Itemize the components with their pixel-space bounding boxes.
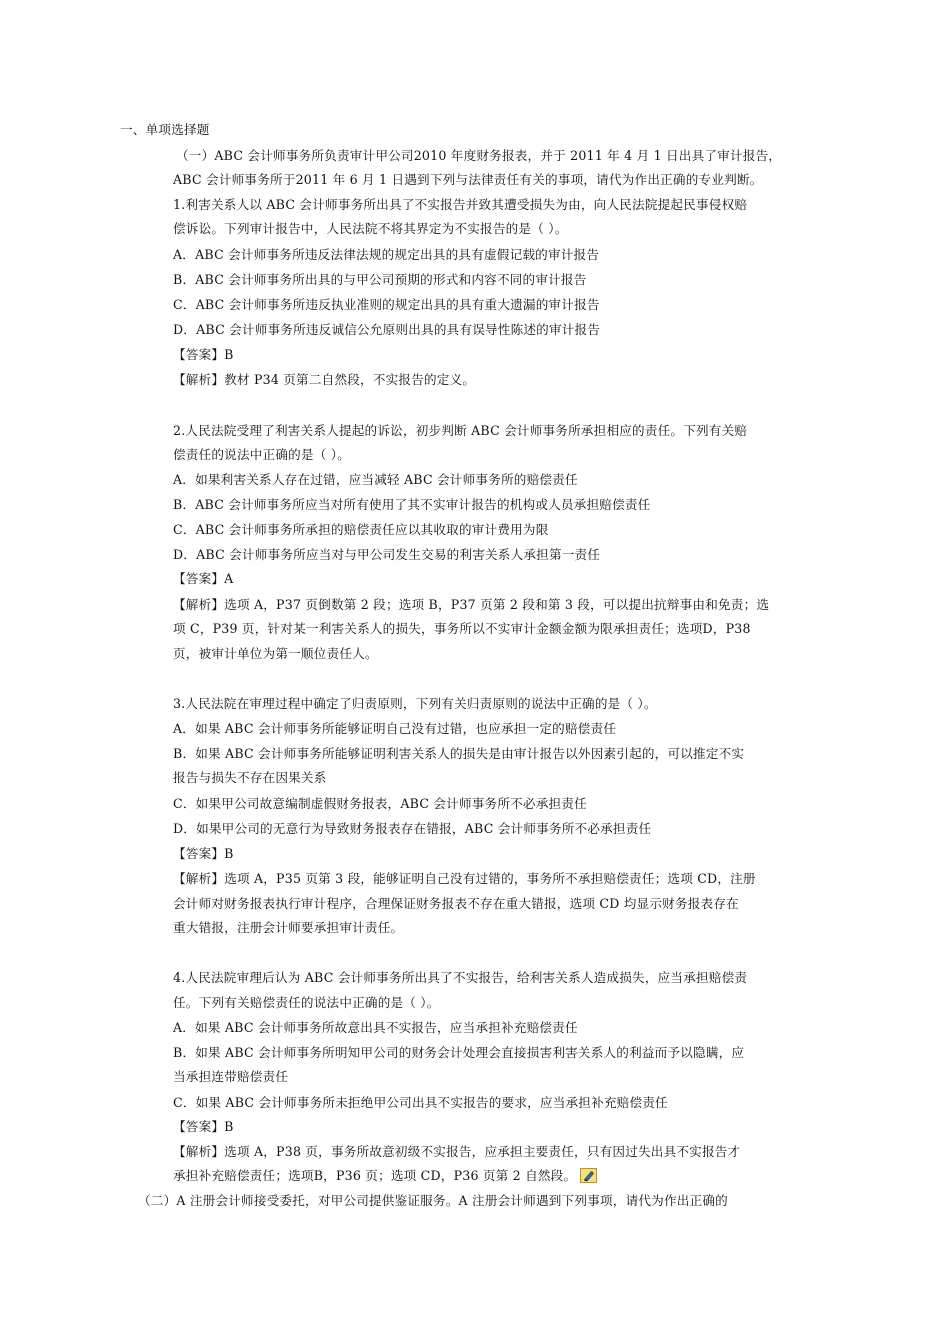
q2-stem-line-2: 偿责任的说法中正确的是（ ）。: [173, 447, 351, 462]
q2-analysis-line-1: 【解析】选项 A，P37 页倒数第 2 段；选项 B，P37 页第 2 段和第 3 段，可以提出抗辩事由和免责；选: [173, 597, 770, 612]
q2-option-d: D．ABC 会计师事务所应当对与甲公司发生交易的利害关系人承担第一责任: [173, 547, 601, 562]
q4-analysis-line-1: 【解析】选项 A，P38 页，事务所故意初级不实报告，应承担主要责任，只有因过失出具不实报告才: [173, 1144, 741, 1159]
q4-option-c: C．如果 ABC 会计师事务所未拒绝甲公司出具不实报告的要求，应当承担补充赔偿责任: [173, 1095, 668, 1110]
q4-option-b-line-2: 当承担连带赔偿责任: [173, 1069, 289, 1084]
case2-intro-line-1: （二）A 注册会计师接受委托，对甲公司提供鉴证服务。A 注册会计师遇到下列事项，请代为作出正确的: [138, 1193, 728, 1208]
q2-option-c: C．ABC 会计师事务所承担的赔偿责任应以其收取的审计费用为限: [173, 522, 549, 537]
case1-intro-line-1: （一）ABC 会计师事务所负责审计甲公司2010 年度财务报表，并于 2011 年 4 月 1 日出具了审计报告，: [176, 148, 782, 163]
q3-analysis-line-2: 会计师对财务报表执行审计程序，合理保证财务报表不存在重大错报，选项 CD 均显示财务报表存在: [173, 896, 739, 911]
q2-analysis-line-2: 项 C，P39 页，针对某一利害关系人的损失，事务所以不实审计金额金额为限承担责任；选项D，P38: [173, 621, 751, 636]
q2-stem-line-1: 2.人民法院受理了利害关系人提起的诉讼，初步判断 ABC 会计师事务所承担相应的责任。下列有关赔: [173, 423, 748, 438]
q4-option-b-line-1: B．如果 ABC 会计师事务所明知甲公司的财务会计处理会直接损害利害关系人的利益而予以隐瞒，应: [173, 1045, 745, 1060]
q3-option-b-line-1: B．如果 ABC 会计师事务所能够证明利害关系人的损失是由审计报告以外因素引起的，可以推定不实: [173, 746, 745, 761]
q4-analysis-line-2-wrap: [173, 1167, 597, 1185]
q1-option-b: B．ABC 会计师事务所出具的与甲公司预期的形式和内容不同的审计报告: [173, 272, 587, 287]
q3-analysis-line-3: 重大错报，注册会计师要承担审计责任。: [173, 920, 404, 935]
q3-stem-line-1: 3.人民法院在审理过程中确定了归责原则，下列有关归责原则的说法中正确的是（ ）。: [173, 696, 657, 711]
case1-intro-line-2: ABC 会计师事务所于2011 年 6 月 1 日遇到下列与法律责任有关的事项，请代为作出正确的专业判断。: [173, 172, 763, 187]
q1-answer: 【答案】B: [173, 347, 234, 362]
q1-stem-line-2: 偿诉讼。下列审计报告中，人民法院不将其界定为不实报告的是（ ）。: [173, 221, 568, 236]
q2-analysis-line-3: 页，被审计单位为第一顺位责任人。: [173, 646, 378, 661]
q3-option-a: A．如果 ABC 会计师事务所能够证明自己没有过错，也应承担一定的赔偿责任: [173, 721, 617, 736]
q3-option-d: D．如果甲公司的无意行为导致财务报表存在错报，ABC 会计师事务所不必承担责任: [173, 821, 652, 836]
q3-option-c: C．如果甲公司故意编制虚假财务报表，ABC 会计师事务所不必承担责任: [173, 796, 587, 811]
q1-analysis-line-1: 【解析】教材 P34 页第二自然段，不实报告的定义。: [173, 372, 476, 387]
q3-answer: 【答案】B: [173, 846, 234, 861]
q4-answer: 【答案】B: [173, 1119, 234, 1134]
section-title: 一、单项选择题: [120, 122, 210, 137]
q4-analysis-line-2: 承担补充赔偿责任；选项B，P36 页；选项 CD，P36 页第 2 自然段。: [173, 1168, 577, 1183]
q3-analysis-line-1: 【解析】选项 A，P35 页第 3 段，能够证明自己没有过错的，事务所不承担赔偿责任；选项 CD，注册: [173, 871, 756, 886]
q1-option-a: A．ABC 会计师事务所违反法律法规的规定出具的具有虚假记载的审计报告: [173, 247, 600, 262]
q4-stem-line-1: 4.人民法院审理后认为 ABC 会计师事务所出具了不实报告，给利害关系人造成损失，应当承担赔偿责: [173, 970, 748, 985]
q4-stem-line-2: 任。下列有关赔偿责任的说法中正确的是（ ）。: [173, 995, 440, 1010]
q3-option-b-line-2: 报告与损失不存在因果关系: [173, 770, 327, 785]
q1-option-c: C．ABC 会计师事务所违反执业准则的规定出具的具有重大遗漏的审计报告: [173, 297, 600, 312]
q2-option-a: A．如果利害关系人存在过错，应当减轻 ABC 会计师事务所的赔偿责任: [173, 472, 578, 487]
pencil-note-icon[interactable]: [580, 1168, 597, 1183]
q4-option-a: A．如果 ABC 会计师事务所故意出具不实报告，应当承担补充赔偿责任: [173, 1020, 578, 1035]
q2-option-b: B．ABC 会计师事务所应当对所有使用了其不实审计报告的机构或人员承担赔偿责任: [173, 497, 651, 512]
q2-answer: 【答案】A: [173, 571, 234, 586]
q1-option-d: D．ABC 会计师事务所违反诚信公允原则出具的具有误导性陈述的审计报告: [173, 322, 601, 337]
q1-stem-line-1: 1.利害关系人以 ABC 会计师事务所出具了不实报告并致其遭受损失为由，向人民法院提起民事侵权赔: [173, 197, 748, 212]
